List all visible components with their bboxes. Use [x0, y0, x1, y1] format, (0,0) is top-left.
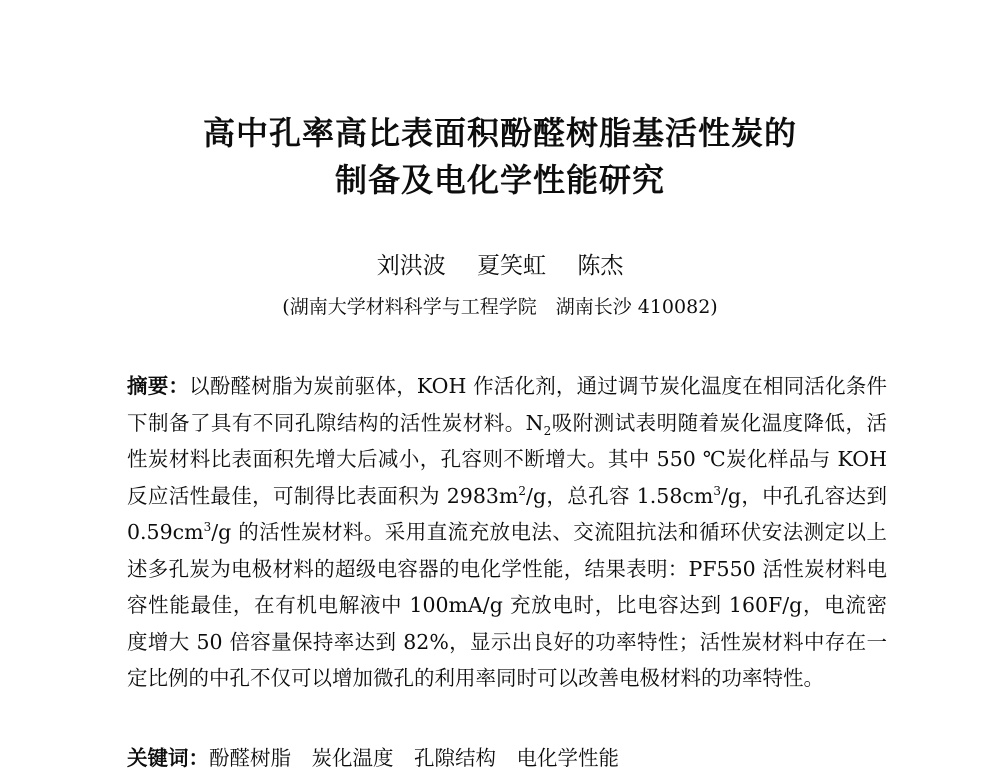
keywords [127, 740, 887, 777]
paper-title-line-2: 制备及电化学性能研究 [334, 161, 665, 199]
subscript: 2 [543, 423, 552, 438]
paper-title-line-1: 高中孔率高比表面积酚醛树脂基活性炭的 [202, 114, 797, 152]
superscript: 3 [713, 483, 721, 498]
author-name: 刘洪波 [376, 253, 446, 279]
abstract-label: 摘要： [127, 374, 190, 398]
abstract [127, 368, 887, 697]
abstract-text: 吸附测试表明随着炭化温度降低，活性炭材料比表面积先增大后减小，孔容则不断增大。其中 550 ℃炭化样品与 KOH 反应活性最佳，可制得比表面积为 2983m [127, 410, 888, 508]
superscript: 3 [203, 520, 212, 535]
keywords-text: 酚醛树脂 炭化温度 孔隙结构 电化学性能 [209, 746, 619, 770]
author-name: 夏笑虹 [477, 253, 546, 279]
abstract-text: /g，总孔容 1.58cm [526, 483, 714, 508]
keywords-label: 关键词： [127, 746, 209, 770]
superscript: 2 [518, 483, 527, 498]
affiliation: (湖南大学材料科学与工程学院 湖南长沙 410082) [282, 296, 718, 318]
abstract-text: 以酚醛树脂为炭前驱体，KOH 作活化剂，通过调节炭化温度在相同活化条件下制备了具有不同孔隙结构的活性炭材料。N [127, 374, 887, 435]
author-name: 陈杰 [577, 253, 624, 279]
author-list [0, 247, 1000, 280]
abstract-text: /g，中孔孔容达到 0.59cm [127, 483, 887, 544]
abstract-text: /g 的活性炭材料。采用直流充放电法、交流阻抗法和循环伏安法测定以上述多孔炭为电极材料的超级电容器的电化学性能，结果表明：PF550 活性炭材料电容性能最佳，在有机电解液中 100mA/g 充放电时，比电容达到 160F/g，电流密度增大 50 倍容量保持率达到 82%，显示出良好的功率特性；活性炭材料中存在一定比例的中孔不仅可以增加微孔的利用率同时可以改善电极材料的功率特性。 [127, 520, 887, 690]
